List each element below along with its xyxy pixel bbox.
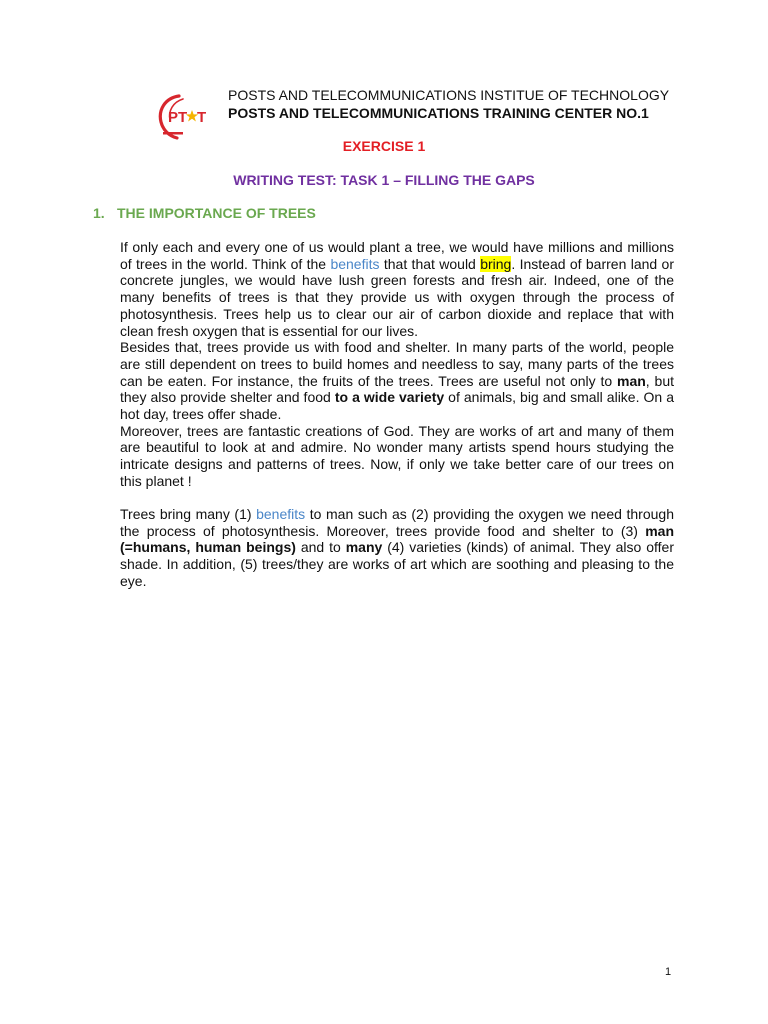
passage-paragraph-2 <box>120 339 674 423</box>
section-number: 1. <box>93 205 105 221</box>
keyword-benefits: benefits <box>330 255 380 272</box>
passage-text: , but they also provide shelter and food <box>120 372 674 406</box>
page-number: 1 <box>665 966 672 978</box>
passage-text: that that would <box>379 255 481 272</box>
passage-text: of animals, big and small alike. On a hot day, trees offer shade. <box>120 389 674 423</box>
summary-paragraph <box>120 506 674 590</box>
answer-1-benefits: benefits <box>256 506 306 522</box>
summary-text: and to <box>295 539 346 556</box>
answer-3-man: man (=humans, human beings) <box>120 522 674 556</box>
exercise-title: EXERCISE 1 <box>342 138 426 154</box>
passage-paragraph-3: Moreover, trees are fantastic creations of God. They are works of art and many of them are beautiful to look at and admire. No wonder many artists spend hours studying the intricate designs and patterns of trees. Now, if only we take better care of our trees on this planet ! <box>120 422 674 489</box>
institute-name: POSTS AND TELECOMMUNICATIONS INSTITUE OF TECHNOLOGY <box>228 87 670 103</box>
keyword-man: man <box>617 372 646 389</box>
task-title: WRITING TEST: TASK 1 – FILLING THE GAPS <box>233 172 535 188</box>
summary-text: Trees bring many (1) <box>120 506 257 522</box>
training-center-name: POSTS AND TELECOMMUNICATIONS TRAINING CENTER NO.1 <box>228 105 649 121</box>
ptit-logo <box>155 90 219 142</box>
keyword-wide-variety: to a wide variety <box>334 389 445 406</box>
reading-passage <box>120 239 674 490</box>
summary-text: (4) varieties (kinds) of animal. They also offer shade. In addition, (5) trees/they are works of art which are soothing and pleasing to the eye. <box>120 539 675 589</box>
passage-text: . Instead of barren land or concrete jungles, we would have lush green forests and fresh air. Indeed, one of the many benefits of trees is that they provide us with oxygen through the process of photosynthesis. Trees help us to clear our air of carbon dioxide and replace that with clean fresh oxygen that is essential for our lives. <box>120 255 674 339</box>
summary-gap-fill <box>120 506 674 590</box>
passage-text: Besides that, trees provide us with food and shelter. In many parts of the world, people are still dependent on trees to build homes and needless to say, many parts of the trees can be eaten. For instance, the fruits of the trees. Trees are useful not only to <box>120 339 674 389</box>
passage-text: If only each and every one of us would plant a tree, we would have millions and millions of trees in the world. Think of the <box>120 239 674 272</box>
logo-base <box>163 132 183 135</box>
section-title: THE IMPORTANCE OF TREES <box>117 205 316 221</box>
keyword-bring-highlight: bring <box>480 255 512 272</box>
logo-text-t: T <box>197 109 207 126</box>
section-heading <box>93 205 316 221</box>
passage-paragraph-1 <box>120 239 674 339</box>
logo-text: PT <box>168 109 188 126</box>
summary-text: to man such as (2) providing the oxygen we need through the process of photosynthesis. Moreover, trees provide food and shelter to (3) <box>120 506 674 539</box>
answer-many: many <box>345 539 383 556</box>
